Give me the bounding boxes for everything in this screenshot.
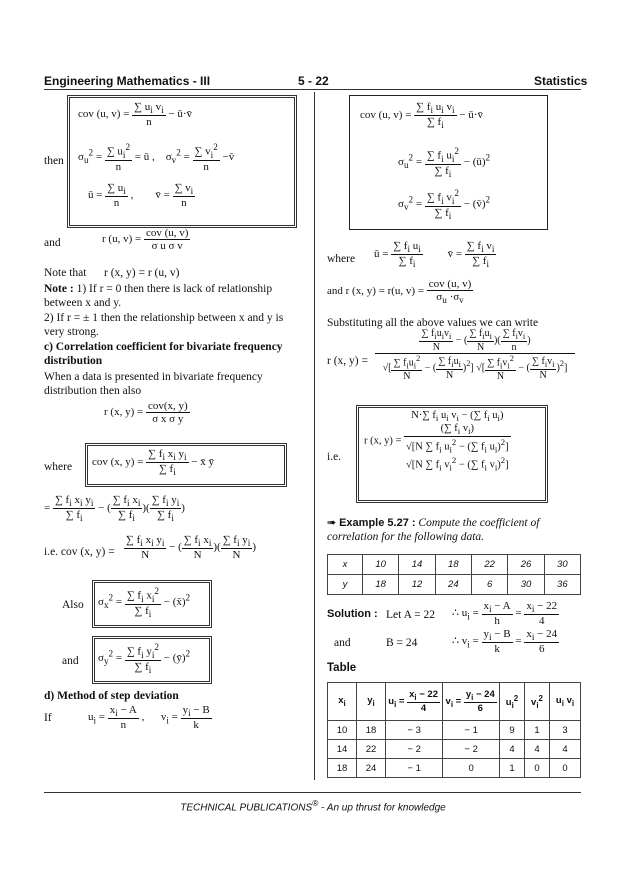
header-xi: $x_i$ [328, 683, 357, 721]
table-cell: − 3 [386, 721, 443, 740]
table-cell: 18 [357, 721, 386, 740]
r-uv-numerator: cov (u, v) [145, 227, 189, 239]
step-deviation-formula: $u_i$ = $\frac{x_i - A}{n}$ , $v_i$ = $\frac{y_i - B}{k}$ [88, 704, 210, 732]
header-yi: $y_i$ [357, 683, 386, 721]
table-cell: y [328, 575, 363, 595]
work-table [327, 682, 581, 778]
footer [0, 798, 626, 813]
mean-uv-freq-formula: ū = $\frac{\sum f_i u_i}{\sum f_i}$ v̄ = $\frac{\sum f_i v_i}{\sum f_i}$ [374, 240, 495, 270]
table-cell: 3 [550, 721, 581, 740]
table-row [328, 575, 581, 595]
footer-publisher: TECHNICAL PUBLICATIONS [180, 802, 313, 814]
table-cell: 12 [399, 575, 435, 595]
footer-rule [44, 792, 581, 793]
r-xy-label: r (x, y) = [104, 406, 144, 419]
v-transform-formula: ∴ $v_i$ = $\frac{y_i - B}{k}$ = $\frac{x_i - 24}{6}$ [452, 628, 558, 656]
table-cell: 14 [399, 555, 435, 575]
table-cell: 1 [500, 759, 525, 778]
final-r-formula: r (x, y) = N·∑ $f_i$ $u_i$ $v_i$ − (∑ $f_i$ $u_i$) (∑ $f_i$ $v_i$) √[N ∑ $f_i$ $u_i^2$ − (∑ $f_i$ $u_i)^2$] √[N ∑ $f_i$ $v_i^2$ − (∑ $f_i$ $v_i)^2$] [364, 410, 509, 473]
table-cell: 36 [544, 575, 580, 595]
running-head-right: Statistics [534, 74, 588, 88]
table-cell: − 1 [443, 721, 500, 740]
table-cell: 18 [328, 759, 357, 778]
table-cell: 6 [471, 575, 507, 595]
running-head-left: Engineering Mathematics - III [44, 74, 211, 88]
cov-xy-box-formula: cov (x, y) = $\frac{\sum f_i x_i y_i}{\sum f_i}$ − x̄ ȳ [92, 448, 215, 478]
r-xy-numerator: cov(x, y) [147, 400, 188, 412]
and-label-1: and [44, 237, 61, 249]
u-transform-formula: ∴ $u_i$ = $\frac{x_i - A}{h}$ = $\frac{x_i - 22}{4}$ [452, 600, 558, 628]
cov-uv-formula: cov (u, v) = $\frac{\sum u_i v_i}{n}$ − ū·v̄ [78, 101, 192, 129]
note-1 [44, 282, 300, 310]
example-block [327, 516, 581, 544]
table-cell: − 2 [443, 740, 500, 759]
footer-tagline: - An up thrust for knowledge [318, 802, 446, 814]
example-label: Example 5.27 : [339, 517, 416, 529]
table-cell: 4 [550, 740, 581, 759]
solution-label: Solution : [327, 608, 378, 620]
table-row [328, 721, 581, 740]
table-cell: 24 [435, 575, 471, 595]
r-xy-full-label: r (x, y) = [327, 355, 368, 367]
table-cell: 0 [443, 759, 500, 778]
note-equation: r (x, y) = r (u, v) [104, 267, 180, 279]
where-label-right: where [327, 253, 356, 265]
table-cell: 22 [357, 740, 386, 759]
header-ui2: $u_i^2$ [500, 683, 525, 721]
note-2: 2) If r = ± 1 then the relationship between x and y is very strong. [44, 312, 284, 338]
ie-label: i.e. [327, 451, 342, 463]
table-cell: 18 [435, 555, 471, 575]
table-cell: 18 [363, 575, 399, 595]
var-u-freq-formula: $\sigma_u^2$ = $\frac{\sum f_i u_i^2}{\sum f_i}$ − (ū)$^2$ [398, 146, 491, 180]
mean-uv-formula: ū = $\frac{\sum u_i}{n}$ , v̄ = $\frac{\sum v_i}{n}$ [88, 182, 194, 210]
r-xy-formula [104, 400, 190, 425]
r-uv-formula [102, 227, 190, 252]
if-label: If [44, 712, 52, 724]
r-xy-denominator: σ x σ y [152, 413, 184, 425]
table-row [328, 555, 581, 575]
table-cell: 26 [508, 555, 544, 575]
note-1-text: 1) If r = 0 then there is lack of relationship between x and y. [44, 283, 273, 309]
column-divider [314, 92, 315, 780]
then-label: then [44, 155, 64, 167]
table-header-row [328, 683, 581, 721]
var-y-formula: $\sigma_y^2$ = $\frac{\sum f_i y_i^2}{\sum f_i}$ − (ȳ)$^2$ [98, 642, 191, 676]
section-c-heading: c) Correlation coefficient for bivariate frequency distribution [44, 341, 283, 367]
table-cell: 14 [328, 740, 357, 759]
table-cell: 0 [525, 759, 550, 778]
table-cell: 10 [363, 555, 399, 575]
example-arrow-icon: ➠ [327, 516, 337, 529]
cov-xy-expanded: = $\frac{\sum f_i x_i y_i}{\sum f_i}$ − ( $\frac{\sum f_i x_i}{\sum f_i}$ )( $\frac{\sum f_i y_i}{\sum f_i}$ ) [44, 494, 185, 524]
table-row [328, 759, 581, 778]
table-cell: 30 [544, 555, 580, 575]
var-v-freq-formula: $\sigma_v^2$ = $\frac{\sum f_i v_i^2}{\sum f_i}$ − (v̄)$^2$ [398, 188, 491, 222]
also-label: Also [62, 599, 84, 611]
substituting-text: Substituting all the above values we can write [327, 317, 539, 329]
table-row [328, 740, 581, 759]
r-xy-uv-formula: and r (x, y) = r(u, v) = $\frac{\text{cov (u, v)}}{\sigma_u \cdot\sigma_v}$ [327, 278, 472, 306]
ie-cov-label: i.e. cov (x, y) = [44, 546, 115, 558]
header-vi: $v_i$ = $\frac{y_i - 24}{6}$ [443, 683, 500, 721]
table-title: Table [327, 662, 357, 674]
example-text: Compute the coefficient of correlation for the following data. [327, 517, 540, 543]
cov-uv-freq-formula: cov (u, v) = $\frac{\sum f_i u_i v_i}{\sum f_i}$ − ū·v̄ [360, 101, 483, 131]
page-number: 5 - 22 [298, 74, 329, 88]
header-uivi: $u_i$ $v_i$ [550, 683, 581, 721]
table-cell: − 2 [386, 740, 443, 759]
table-cell: 4 [525, 740, 550, 759]
where-label-left: where [44, 461, 73, 473]
table-cell: 24 [357, 759, 386, 778]
r-xy-full-formula: $\frac{\sum f_iu_iv_i}{N}$ − ( $\frac{\sum f_iu_i}{N}$ )( $\frac{\sum f_iv_i}{n}$ ) √[ $\frac{\sum f_iu_i^2}{N}$ − ( $\frac{\sum f_iu_i}{N}$ )$^2$] √[ $\frac{\sum f_iv_i^2}{N}$ − ( $\frac{\sum f_iv_i}{N}$ )$^2$] [375, 328, 575, 382]
section-c-text: When a data is presented in bivariate frequency distribution then also [44, 371, 263, 397]
var-x-formula: $\sigma_x^2$ = $\frac{\sum f_i x_i^2}{\sum f_i}$ − (x̄)$^2$ [98, 586, 191, 620]
table-cell: 30 [508, 575, 544, 595]
table-cell: x [328, 555, 363, 575]
note-that-label: Note that [44, 267, 87, 279]
r-xy-uv-label: and r (x, y) = r(u, v) = [327, 285, 425, 298]
and-b-label: and [334, 637, 351, 649]
table-cell: 4 [500, 740, 525, 759]
let-a-text: Let A = 22 [386, 609, 435, 621]
example-data-table [327, 554, 581, 595]
table-cell: 10 [328, 721, 357, 740]
b-equation: B = 24 [386, 637, 418, 649]
table-cell: 0 [550, 759, 581, 778]
header-vi2: $v_i^2$ [525, 683, 550, 721]
table-cell: 22 [471, 555, 507, 575]
note-bold-label: Note : [44, 283, 74, 295]
r-uv-label: r (u, v) = [102, 233, 142, 246]
header-ui: $u_i$ = $\frac{x_i - 22}{4}$ [386, 683, 443, 721]
table-cell: 1 [525, 721, 550, 740]
table-cell: 9 [500, 721, 525, 740]
cov-xy-n-formula: $\frac{\sum f_i x_i y_i}{N}$ − ( $\frac{\sum f_i x_i}{N}$ )( $\frac{\sum f_i y_i}{N}$ ) [126, 534, 256, 562]
header-rule [44, 89, 581, 90]
table-cell: − 1 [386, 759, 443, 778]
section-d-heading: d) Method of step deviation [44, 690, 179, 702]
r-uv-denominator: σ u σ v [151, 240, 183, 252]
variance-uv-formula: $\sigma_u^2$ = $\frac{\sum u_i^2}{n}$ = ū , $\sigma_v^2$ = $\frac{\sum v_i^2}{n}$ −v̄ [78, 142, 235, 173]
and-label-2: and [62, 655, 79, 667]
footer-registered-mark: ® [312, 798, 319, 808]
final-r-label: r (x, y) = [364, 435, 402, 447]
